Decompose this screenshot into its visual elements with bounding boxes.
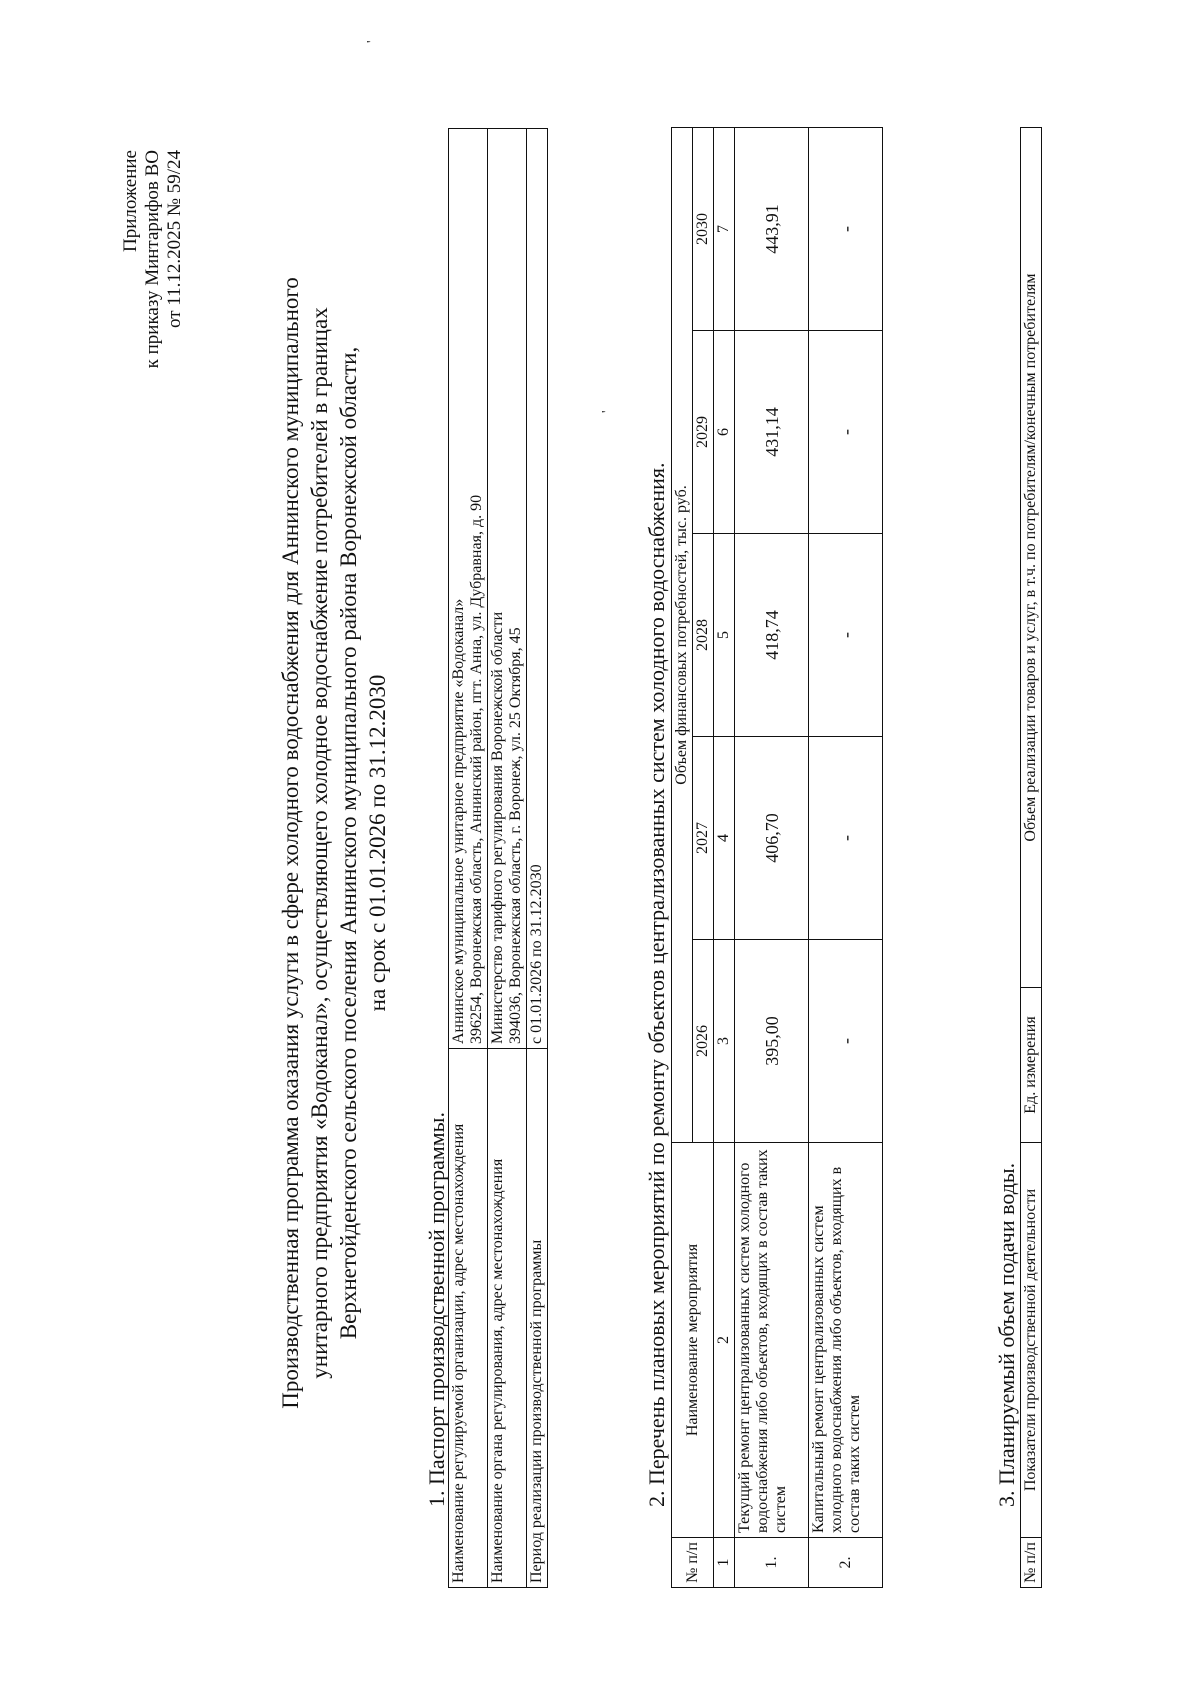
title-line: унитарного предприятия «Водоканал», осуществляющего холодное водоснабжение потребителей в границах [307, 307, 332, 1379]
cell-line: Аннинское муниципальное унитарное предприятие «Водоканал» [450, 598, 467, 1044]
table-row [735, 127, 809, 1587]
cell-line: 396254, Воронежская область, Аннинский район, пгт. Анна, ул. Дубравная, д. 90 [468, 494, 485, 1044]
header-cell: № п/п [1021, 1538, 1042, 1588]
table-cell [488, 129, 527, 1049]
header-cell: Наименование мероприятия [672, 1143, 714, 1538]
value-cell: - [809, 737, 883, 940]
title-line: Верхнетойденского сельского поселения Аннинского муниципального района Воронежской области, [336, 346, 361, 1340]
value-cell: 406,70 [735, 737, 809, 940]
year-cell: 2028 [693, 534, 714, 737]
row-number: 2. [809, 1538, 883, 1588]
appendix-line: к приказу Минтарифов ВО [142, 150, 163, 369]
value-cell: 431,14 [735, 331, 809, 534]
table-row [809, 127, 883, 1587]
row-number: 1. [735, 1538, 809, 1588]
table-row [527, 129, 548, 1588]
column-number: 1 [714, 1538, 735, 1588]
value-cell: 418,74 [735, 534, 809, 737]
header-cell: № п/п [672, 1538, 714, 1588]
value-cell: - [809, 940, 883, 1143]
appendix-line: Приложение [120, 150, 141, 252]
column-number: 5 [714, 534, 735, 737]
cell-line: 394036, Воронежская область, г. Воронеж, ул. 25 Октября, 45 [507, 627, 524, 1044]
column-number: 6 [714, 331, 735, 534]
scan-mark: ' [600, 410, 615, 413]
section-heading-passport: 1. Паспорт производственной программы. [424, 1112, 449, 1507]
table-cell: Наименование органа регулирования, адрес местонахождения [488, 1049, 527, 1588]
section-heading-water-supply: 3. Планируемый объем подачи воды. [994, 1162, 1019, 1507]
passport-table [448, 128, 548, 1588]
value-cell: - [809, 127, 883, 330]
appendix-line: от 11.12.2025 № 59/24 [164, 150, 185, 329]
document-title [276, 133, 392, 1553]
value-cell: 395,00 [735, 940, 809, 1143]
header-cell: Объем реализации товаров и услуг, в т.ч. по потребителям/конечным потребителям [1021, 128, 1042, 988]
value-cell: - [809, 331, 883, 534]
column-number: 2 [714, 1143, 735, 1538]
section-heading-repairs: 2. Перечень плановых мероприятий по ремонту объектов централизованных систем холодного водоснабжения. [644, 462, 669, 1507]
title-line: Производственная программа оказания услуги в сфере холодного водоснабжения для Аннинского муниципального [278, 277, 303, 1409]
table-cell [449, 129, 488, 1049]
header-cell: Объем финансовых потребностей, тыс. руб. [672, 127, 693, 1142]
table-cell: с 01.01.2026 по 31.12.2030 [527, 129, 548, 1049]
table-cell: Наименование регулируемой организации, адрес местонахождения [449, 1049, 488, 1588]
header-cell: Ед. измерения [1021, 988, 1042, 1143]
measure-name: Капитальный ремонт централизованных систем холодного водоснабжения либо объектов, входящих в состав таких систем [809, 1143, 883, 1538]
table-header-row [672, 127, 693, 1587]
scan-mark: ' [365, 40, 380, 43]
table-row [488, 129, 527, 1588]
cell-line: Министерство тарифного регулирования Воронежской области [489, 611, 506, 1044]
value-cell: - [809, 534, 883, 737]
table-cell: Период реализации производственной программы [527, 1049, 548, 1588]
year-cell: 2029 [693, 331, 714, 534]
table-header-row [1021, 128, 1042, 1588]
value-cell: 443,91 [735, 127, 809, 330]
year-cell: 2030 [693, 127, 714, 330]
appendix-block [120, 150, 186, 368]
column-number: 3 [714, 940, 735, 1143]
repairs-table [671, 127, 883, 1588]
column-number: 4 [714, 737, 735, 940]
year-cell: 2026 [693, 940, 714, 1143]
water-supply-table [1020, 127, 1042, 1588]
column-number-row [714, 127, 735, 1587]
header-cell: Показатели производственной деятельности [1021, 1143, 1042, 1538]
measure-name: Текущий ремонт централизованных систем холодного водоснабжения либо объектов, входящих в состав таких систем [735, 1143, 809, 1538]
title-line: на срок с 01.01.2026 по 31.12.2030 [365, 674, 390, 1012]
column-number: 7 [714, 127, 735, 330]
table-row [449, 129, 488, 1588]
year-cell: 2027 [693, 737, 714, 940]
